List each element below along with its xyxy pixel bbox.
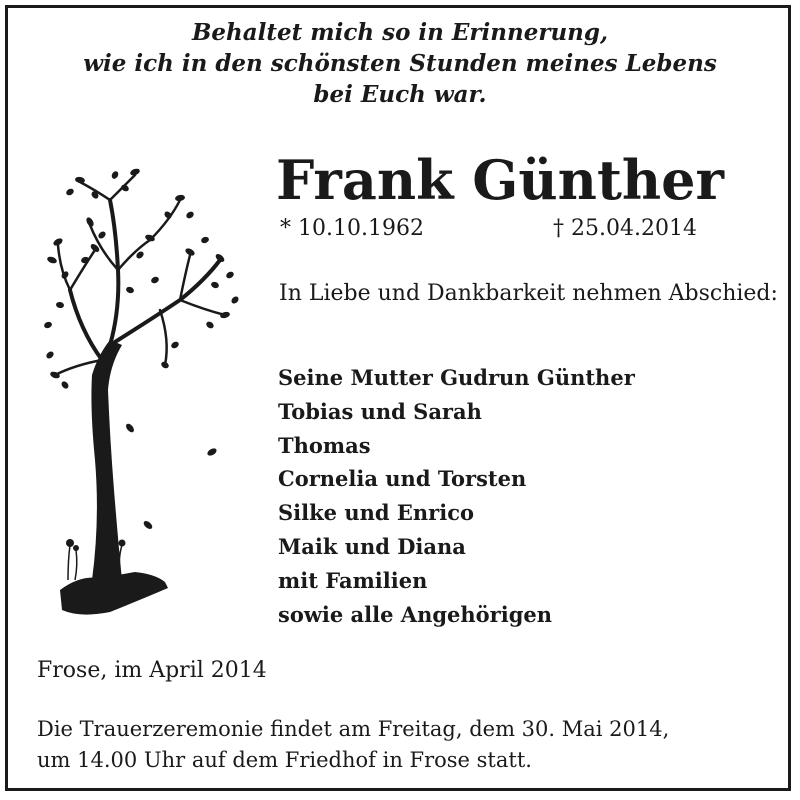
motto-line: wie ich in den schönsten Stunden meines Lebens: [83, 50, 717, 77]
place-date: Frose, im April 2014: [37, 658, 267, 683]
mourner-entry: Cornelia und Torsten: [278, 466, 527, 492]
mourner-entry: Maik und Diana: [278, 533, 466, 559]
ceremony-line: Die Trauerzeremonie findet am Freitag, dem 30. Mai 2014,: [37, 717, 670, 741]
mourners-list: [278, 361, 635, 631]
farewell-intro: In Liebe und Dankbarkeit nehmen Abschied:: [279, 281, 778, 306]
deceased-name: Frank Günther: [276, 148, 724, 212]
mourner-entry: sowie alle Angehörigen: [278, 601, 553, 627]
death-date: † 25.04.2014: [553, 216, 697, 241]
mourner-entry: Tobias und Sarah: [278, 398, 482, 424]
birth-date: * 10.10.1962: [280, 216, 424, 241]
ceremony-line: um 14.00 Uhr auf dem Friedhof in Frose statt.: [37, 748, 532, 772]
tree-illustration: [40, 160, 250, 620]
ceremony-info: [37, 714, 669, 776]
motto-line: Behaltet mich so in Erinnerung,: [191, 19, 608, 46]
mourner-entry: Silke und Enrico: [278, 500, 474, 526]
motto-line: bei Euch war.: [313, 81, 487, 108]
mourner-entry: Seine Mutter Gudrun Günther: [278, 365, 635, 390]
mourner-entry: Thomas: [278, 432, 371, 458]
mourner-entry: mit Familien: [278, 567, 428, 593]
motto-quote: [0, 17, 800, 110]
